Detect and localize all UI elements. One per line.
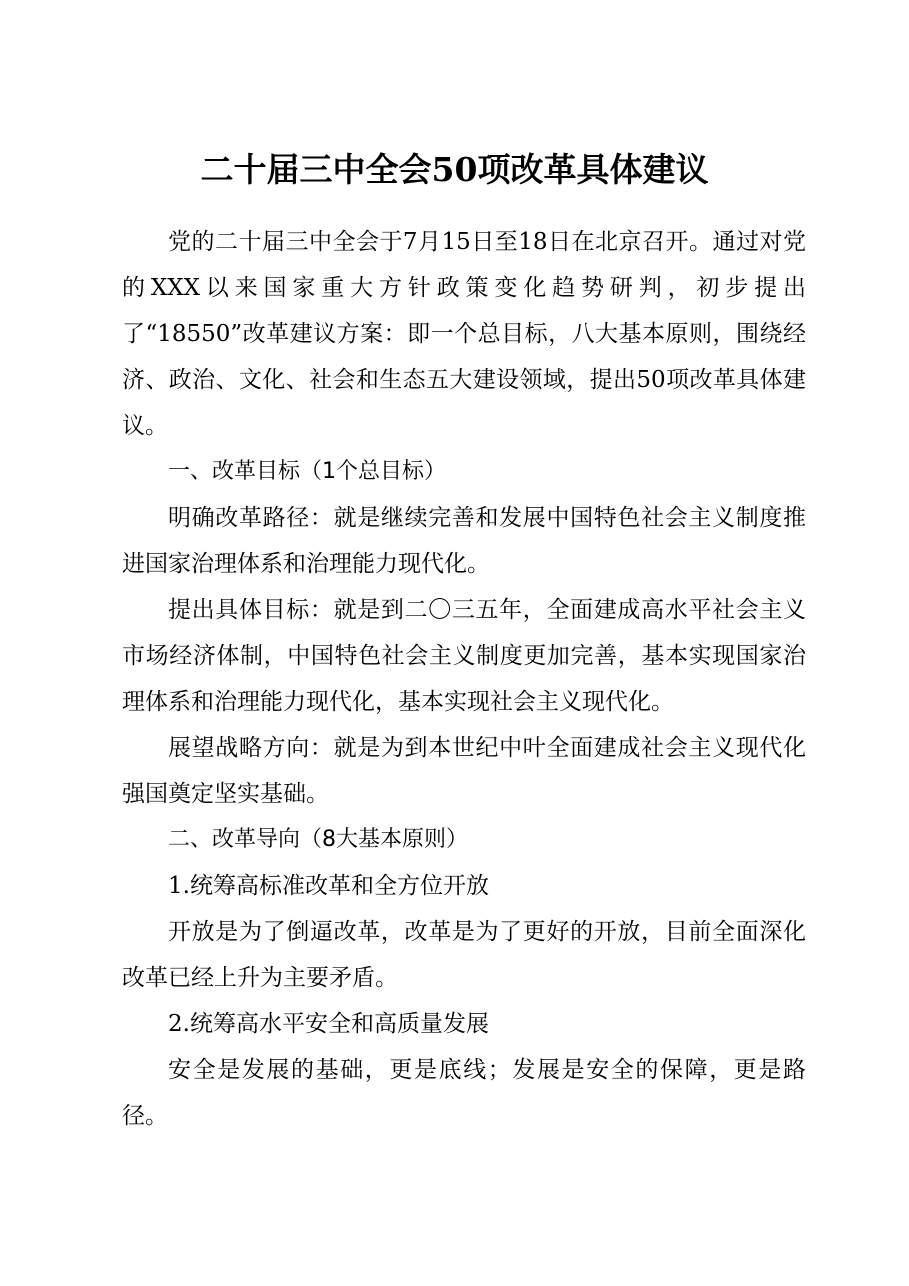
- section-heading-principles: 二、改革导向（8大基本原则）: [168, 827, 468, 852]
- paragraph-specific-goal: 提出具体目标：就是到二〇三五年，全面建成高水平社会主义市场经济体制，中国特色社会主义制度更加完善，基本实现国家治理体系和治理能力现代化，基本实现社会主义现代化。: [122, 597, 806, 715]
- principle-2-title: 2.统筹高水平安全和高质量发展: [168, 1011, 489, 1037]
- document-body: [122, 219, 806, 1139]
- principle-1-title: 1.统筹高标准改革和全方位开放: [168, 873, 489, 899]
- paragraph-reform-path: 明确改革路径：就是继续完善和发展中国特色社会主义制度推进国家治理体系和治理能力现代化。: [122, 505, 806, 577]
- intro-paragraph: 党的二十届三中全会于7月15日至18日在北京召开。通过对党的XXX以来国家重大方针政策变化趋势研判，初步提出了“18550”改革建议方案：即一个总目标，八大基本原则，围绕经济、政治、文化、社会和生态五大建设领域，提出50项改革具体建议。: [122, 229, 806, 439]
- paragraph-strategic-direction: 展望战略方向：就是为到本世纪中叶全面建成社会主义现代化强国奠定坚实基础。: [122, 735, 806, 807]
- principle-2-text: 安全是发展的基础，更是底线；发展是安全的保障，更是路径。: [122, 1057, 806, 1129]
- document-title: 二十届三中全会50项改革具体建议: [200, 150, 709, 189]
- principle-1-text: 开放是为了倒逼改革，改革是为了更好的开放，目前全面深化改革已经上升为主要矛盾。: [122, 919, 806, 991]
- section-heading-goals: 一、改革目标（1个总目标）: [168, 459, 446, 484]
